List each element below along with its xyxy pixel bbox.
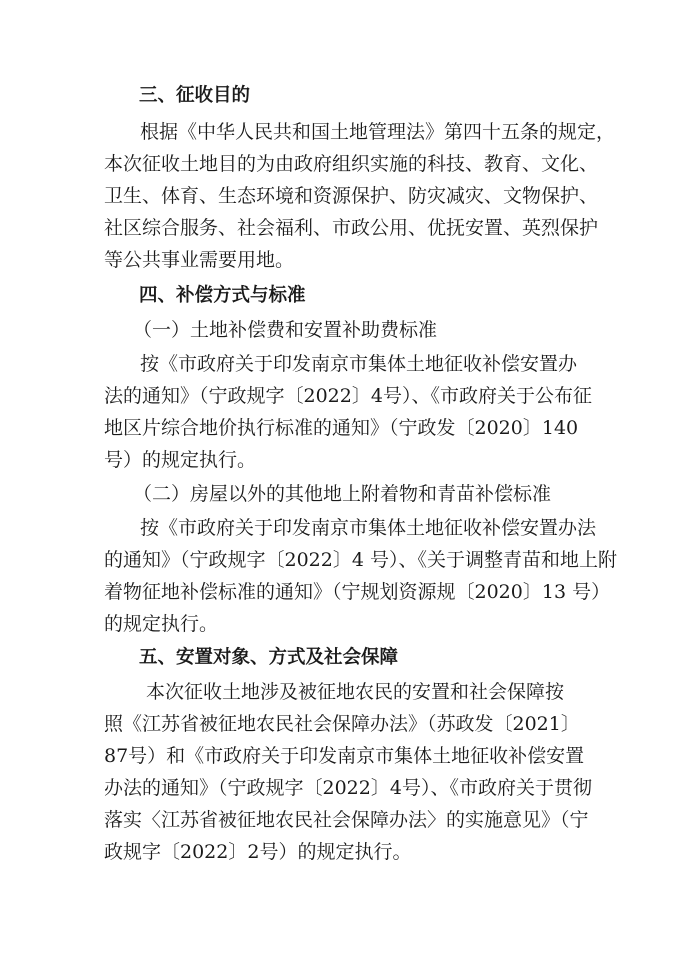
paragraph-line: 按《市政府关于印发南京市集体土地征收补偿安置办 bbox=[140, 353, 578, 375]
paragraph-line: 按《市政府关于印发南京市集体土地征收补偿安置办法 bbox=[140, 517, 597, 539]
section-heading-3: 三、征收目的 bbox=[139, 85, 251, 106]
paragraph-line: 本次征收土地涉及被征地农民的安置和社会保障按 bbox=[146, 681, 565, 703]
section-heading-4: 四、补偿方式与标准 bbox=[139, 285, 306, 306]
paragraph-line: 照《江苏省被征地农民社会保障办法》（苏政发〔2021〕 bbox=[104, 713, 580, 735]
paragraph-line: 卫生、体育、生态环境和资源保护、防灾减灾、文物保护、 bbox=[104, 185, 599, 207]
paragraph-line: 政规字〔2022〕2号）的规定执行。 bbox=[104, 841, 412, 863]
paragraph-line: 根据《中华人民共和国土地管理法》第四十五条的规定， bbox=[140, 121, 616, 143]
paragraph-line: 等公共事业需要用地。 bbox=[104, 249, 295, 271]
paragraph-line: 法的通知》（宁政规字〔2022〕4号）、《市政府关于公布征 bbox=[104, 385, 592, 407]
paragraph-line: 着物征地补偿标准的通知》（宁规划资源规〔2020〕13 号） bbox=[104, 581, 611, 603]
paragraph-line: 办法的通知》（宁政规字〔2022〕4号）、《市政府关于贯彻 bbox=[104, 777, 592, 799]
subsection-heading-2: （二）房屋以外的其他地上附着物和青苗补偿标准 bbox=[133, 483, 552, 505]
section-heading-5: 五、安置对象、方式及社会保障 bbox=[139, 647, 399, 668]
subsection-heading-1: （一）土地补偿费和安置补助费标准 bbox=[133, 319, 438, 341]
paragraph-line: 的规定执行。 bbox=[104, 613, 219, 635]
paragraph-line: 社区综合服务、社会福利、市政公用、优抚安置、英烈保护 bbox=[104, 217, 599, 239]
paragraph-line: 87号）和《市政府关于印发南京市集体土地征收补偿安置 bbox=[104, 745, 585, 767]
paragraph-line: 的通知》（宁政规字〔2022〕4 号）、《关于调整青苗和地上附 bbox=[104, 549, 617, 571]
paragraph-line: 落实〈江苏省被征地农民社会保障办法〉的实施意见》（宁 bbox=[104, 809, 589, 831]
paragraph-line: 号）的规定执行。 bbox=[104, 449, 257, 471]
paragraph-line: 地区片综合地价执行标准的通知》（宁政发〔2020〕140 bbox=[104, 417, 579, 439]
paragraph-line: 本次征收土地目的为由政府组织实施的科技、教育、文化、 bbox=[104, 153, 599, 175]
